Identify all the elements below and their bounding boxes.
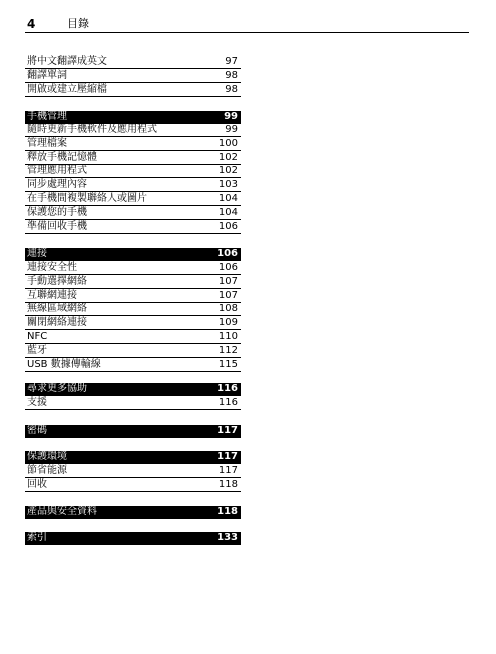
toc-entry-label: 開啟或建立壓縮檔 (27, 84, 107, 95)
toc-entry[interactable] (25, 165, 241, 178)
toc-entry[interactable] (25, 207, 241, 220)
toc-section-header[interactable] (25, 248, 241, 261)
toc-entry[interactable] (25, 317, 241, 330)
toc-entry[interactable] (25, 303, 241, 316)
toc-entry-page-number: 106 (218, 262, 238, 273)
toc-entry-label: 保護環境 (27, 451, 67, 462)
toc-section-header[interactable] (25, 383, 241, 396)
toc-entry[interactable] (25, 345, 241, 358)
toc-entry[interactable] (25, 331, 241, 344)
toc-entry[interactable] (25, 138, 241, 151)
toc-entry[interactable] (25, 397, 241, 410)
toc-entry[interactable] (25, 124, 241, 137)
toc-entry-page-number: 99 (224, 111, 238, 122)
toc-entry-label: 無線區域網絡 (27, 303, 87, 314)
toc-entry-label: 密碼 (27, 425, 47, 436)
toc-entry-page-number: 117 (217, 451, 238, 462)
toc-entry-page-number: 117 (218, 465, 238, 476)
toc-entry[interactable] (25, 276, 241, 289)
toc-entry-page-number: 99 (225, 124, 238, 135)
toc-entry[interactable] (25, 179, 241, 192)
toc-entry[interactable] (25, 465, 241, 478)
toc-entry-page-number: 108 (218, 303, 238, 314)
toc-entry-label: 支援 (27, 397, 47, 408)
toc-entry[interactable] (25, 84, 241, 97)
toc-entry-label: 關閉網絡連接 (27, 317, 87, 328)
toc-entry-page-number: 116 (217, 383, 238, 394)
toc-entry[interactable] (25, 262, 241, 275)
toc-entry-label: 管理檔案 (27, 138, 67, 149)
toc-entry-label: 手動選擇網絡 (27, 276, 87, 287)
toc-entry-page-number: 106 (218, 221, 238, 232)
toc-entry-page-number: 110 (218, 331, 238, 342)
toc-entry-label: 索引 (27, 532, 47, 543)
toc-section-header[interactable] (25, 425, 241, 438)
toc-entry-label: 藍牙 (27, 345, 47, 356)
toc-entry-label: 保護您的手機 (27, 207, 87, 218)
toc-entry-page-number: 118 (218, 479, 238, 490)
toc-entry-label: 將中文翻譯成英文 (27, 56, 107, 67)
toc-entry-page-number: 112 (218, 345, 238, 356)
toc-entry-page-number: 98 (225, 84, 238, 95)
toc-entry-label: USB 數據傳輸線 (27, 359, 101, 370)
toc-entry-page-number: 97 (225, 56, 238, 67)
toc-entry[interactable] (25, 56, 241, 69)
toc-entry[interactable] (25, 152, 241, 165)
toc-entry[interactable] (25, 193, 241, 206)
toc-entry-label: NFC (27, 331, 48, 342)
toc-entry-label: 翻譯單詞 (27, 70, 67, 81)
page-title: 目錄 (67, 17, 89, 30)
toc-entry-page-number: 107 (218, 276, 238, 287)
toc-entry[interactable] (25, 290, 241, 303)
toc-entry-page-number: 100 (218, 138, 238, 149)
toc-entry-label: 連接 (27, 248, 47, 259)
toc-entry-page-number: 102 (218, 165, 238, 176)
toc-entry-page-number: 103 (218, 179, 238, 190)
toc-entry-page-number: 106 (217, 248, 238, 259)
toc-entry-page-number: 102 (218, 152, 238, 163)
toc-entry[interactable] (25, 70, 241, 83)
toc-entry-label: 互聯網連接 (27, 290, 77, 301)
toc-section-header[interactable] (25, 451, 241, 464)
toc-entry-page-number: 117 (217, 425, 238, 436)
toc-section-header[interactable] (25, 111, 241, 124)
toc-entry-label: 回收 (27, 479, 47, 490)
toc-entry-page-number: 115 (218, 359, 238, 370)
toc-entry-page-number: 104 (218, 207, 238, 218)
toc-entry-label: 連接安全性 (27, 262, 77, 273)
toc-entry-page-number: 104 (218, 193, 238, 204)
toc-entry-label: 同步處理內容 (27, 179, 87, 190)
toc-entry-label: 節省能源 (27, 465, 67, 476)
toc-entry[interactable] (25, 479, 241, 492)
toc-entry[interactable] (25, 359, 241, 372)
toc-entry-label: 準備回收手機 (27, 221, 87, 232)
toc-entry-label: 隨時更新手機軟件及應用程式 (27, 124, 157, 135)
toc-entry-page-number: 133 (217, 532, 238, 543)
toc-entry-label: 在手機間複製聯絡人或圖片 (27, 193, 147, 204)
toc-section-header[interactable] (25, 532, 241, 545)
toc-entry-label: 尋求更多協助 (27, 383, 87, 394)
toc-entry-label: 手機管理 (27, 111, 67, 122)
toc-entry-page-number: 109 (218, 317, 238, 328)
toc-entry-label: 管理應用程式 (27, 165, 87, 176)
toc-entry-page-number: 118 (217, 506, 238, 517)
toc-entry-page-number: 107 (218, 290, 238, 301)
toc-section-header[interactable] (25, 506, 241, 519)
toc-entry-label: 釋放手機記憶體 (27, 152, 97, 163)
toc-entry-page-number: 116 (218, 397, 238, 408)
page-number: 4 (27, 17, 36, 31)
toc-entry[interactable] (25, 221, 241, 234)
toc-entry-page-number: 98 (225, 70, 238, 81)
toc-entry-label: 產品與安全資料 (27, 506, 97, 517)
page-header (25, 17, 469, 33)
